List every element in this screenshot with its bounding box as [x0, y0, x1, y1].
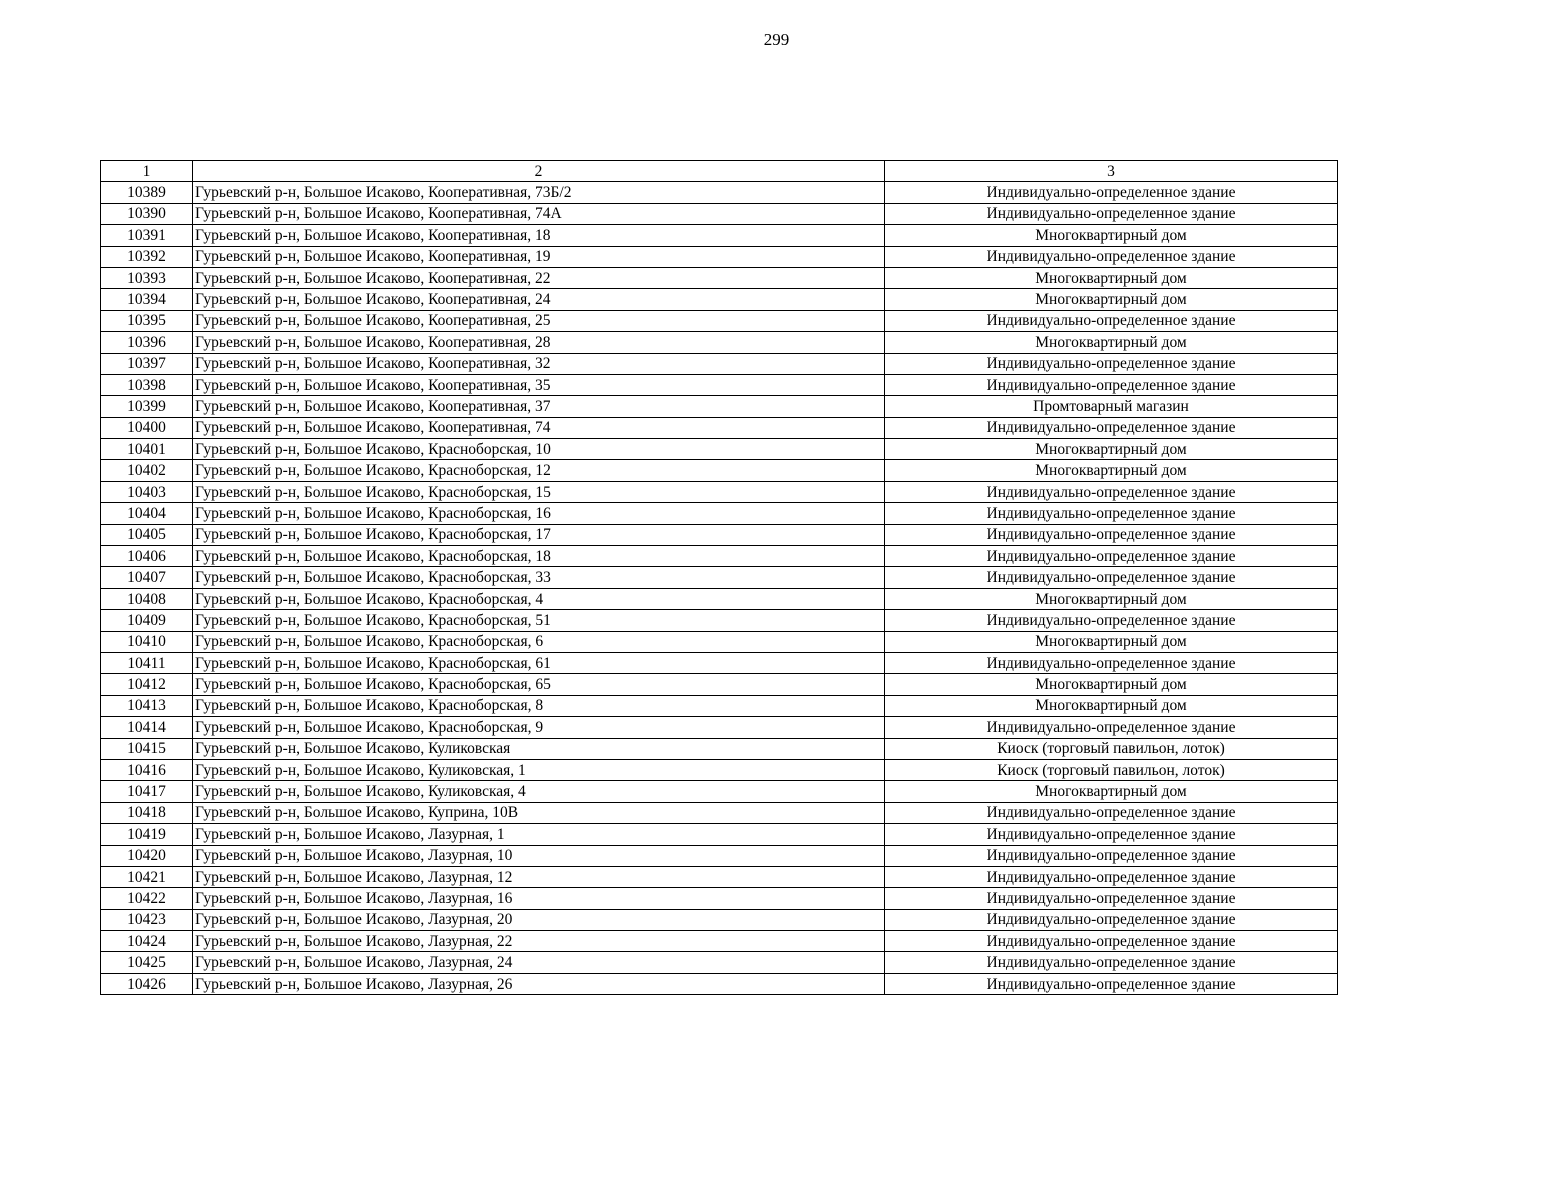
table-row: [101, 652, 1338, 673]
row-address: Гурьевский р-н, Большое Исаково, Куликовская: [193, 738, 885, 759]
table-row: [101, 695, 1338, 716]
table-row: [101, 588, 1338, 609]
row-object-type: Многоквартирный дом: [885, 289, 1338, 310]
header-row: [101, 161, 1338, 182]
row-number: 10418: [101, 802, 193, 823]
row-object-type: Индивидуально-определенное здание: [885, 824, 1338, 845]
row-object-type: Индивидуально-определенное здание: [885, 610, 1338, 631]
row-object-type: Индивидуально-определенное здание: [885, 866, 1338, 887]
row-address: Гурьевский р-н, Большое Исаково, Кооперативная, 37: [193, 396, 885, 417]
row-address: Гурьевский р-н, Большое Исаково, Лазурная, 12: [193, 866, 885, 887]
row-number: 10392: [101, 246, 193, 267]
table-row: [101, 353, 1338, 374]
table-row: [101, 631, 1338, 652]
row-number: 10425: [101, 952, 193, 973]
table-row: [101, 866, 1338, 887]
row-number: 10415: [101, 738, 193, 759]
table-row: [101, 289, 1338, 310]
row-object-type: Киоск (торговый павильон, лоток): [885, 759, 1338, 780]
row-number: 10420: [101, 845, 193, 866]
header-col-address: 2: [193, 161, 885, 182]
row-address: Гурьевский р-н, Большое Исаково, Лазурная, 24: [193, 952, 885, 973]
row-address: Гурьевский р-н, Большое Исаково, Кооперативная, 24: [193, 289, 885, 310]
table-row: [101, 396, 1338, 417]
row-number: 10406: [101, 546, 193, 567]
table-body: [101, 182, 1338, 995]
row-address: Гурьевский р-н, Большое Исаково, Кооперативная, 32: [193, 353, 885, 374]
row-address: Гурьевский р-н, Большое Исаково, Лазурная, 1: [193, 824, 885, 845]
row-number: 10394: [101, 289, 193, 310]
row-object-type: Многоквартирный дом: [885, 439, 1338, 460]
row-object-type: Многоквартирный дом: [885, 332, 1338, 353]
row-address: Гурьевский р-н, Большое Исаково, Красноборская, 16: [193, 503, 885, 524]
table-row: [101, 225, 1338, 246]
row-number: 10402: [101, 460, 193, 481]
row-object-type: Индивидуально-определенное здание: [885, 909, 1338, 930]
row-address: Гурьевский р-н, Большое Исаково, Красноборская, 17: [193, 524, 885, 545]
row-object-type: Индивидуально-определенное здание: [885, 481, 1338, 502]
table-row: [101, 717, 1338, 738]
row-object-type: Многоквартирный дом: [885, 674, 1338, 695]
row-number: 10426: [101, 973, 193, 994]
row-address: Гурьевский р-н, Большое Исаково, Красноборская, 15: [193, 481, 885, 502]
row-number: 10400: [101, 417, 193, 438]
row-object-type: Индивидуально-определенное здание: [885, 717, 1338, 738]
table-row: [101, 567, 1338, 588]
row-number: 10410: [101, 631, 193, 652]
row-address: Гурьевский р-н, Большое Исаково, Кооперативная, 74А: [193, 203, 885, 224]
page-number: 299: [763, 30, 790, 49]
row-number: 10396: [101, 332, 193, 353]
table-row: [101, 845, 1338, 866]
row-address: Гурьевский р-н, Большое Исаково, Лазурная, 22: [193, 931, 885, 952]
row-number: 10395: [101, 310, 193, 331]
row-object-type: Индивидуально-определенное здание: [885, 503, 1338, 524]
row-address: Гурьевский р-н, Большое Исаково, Красноборская, 6: [193, 631, 885, 652]
row-object-type: Киоск (торговый павильон, лоток): [885, 738, 1338, 759]
table-row: [101, 738, 1338, 759]
row-number: 10403: [101, 481, 193, 502]
row-object-type: Индивидуально-определенное здание: [885, 353, 1338, 374]
table-row: [101, 759, 1338, 780]
row-address: Гурьевский р-н, Большое Исаково, Куликовская, 1: [193, 759, 885, 780]
table-row: [101, 524, 1338, 545]
row-object-type: Индивидуально-определенное здание: [885, 182, 1338, 203]
row-address: Гурьевский р-н, Большое Исаково, Красноборская, 18: [193, 546, 885, 567]
row-address: Гурьевский р-н, Большое Исаково, Кооперативная, 35: [193, 374, 885, 395]
row-object-type: Индивидуально-определенное здание: [885, 310, 1338, 331]
row-address: Гурьевский р-н, Большое Исаково, Красноборская, 8: [193, 695, 885, 716]
table-header: [101, 161, 1338, 182]
row-number: 10390: [101, 203, 193, 224]
row-address: Гурьевский р-н, Большое Исаково, Куприна, 10В: [193, 802, 885, 823]
row-address: Гурьевский р-н, Большое Исаково, Куликовская, 4: [193, 781, 885, 802]
table-row: [101, 931, 1338, 952]
row-number: 10404: [101, 503, 193, 524]
row-object-type: Индивидуально-определенное здание: [885, 203, 1338, 224]
row-number: 10423: [101, 909, 193, 930]
row-number: 10421: [101, 866, 193, 887]
row-object-type: Промтоварный магазин: [885, 396, 1338, 417]
table-row: [101, 952, 1338, 973]
row-address: Гурьевский р-н, Большое Исаково, Кооперативная, 18: [193, 225, 885, 246]
table-row: [101, 460, 1338, 481]
header-col-number: 1: [101, 161, 193, 182]
row-number: 10422: [101, 888, 193, 909]
row-address: Гурьевский р-н, Большое Исаково, Кооперативная, 19: [193, 246, 885, 267]
row-address: Гурьевский р-н, Большое Исаково, Лазурная, 20: [193, 909, 885, 930]
row-object-type: Индивидуально-определенное здание: [885, 524, 1338, 545]
row-number: 10399: [101, 396, 193, 417]
row-object-type: Индивидуально-определенное здание: [885, 417, 1338, 438]
row-address: Гурьевский р-н, Большое Исаково, Кооперативная, 74: [193, 417, 885, 438]
row-number: 10391: [101, 225, 193, 246]
row-object-type: Индивидуально-определенное здание: [885, 567, 1338, 588]
row-number: 10412: [101, 674, 193, 695]
row-object-type: Многоквартирный дом: [885, 781, 1338, 802]
table-row: [101, 503, 1338, 524]
row-address: Гурьевский р-н, Большое Исаково, Красноборская, 12: [193, 460, 885, 481]
row-object-type: Многоквартирный дом: [885, 588, 1338, 609]
row-address: Гурьевский р-н, Большое Исаково, Красноборская, 33: [193, 567, 885, 588]
row-number: 10408: [101, 588, 193, 609]
row-address: Гурьевский р-н, Большое Исаково, Кооперативная, 22: [193, 267, 885, 288]
row-address: Гурьевский р-н, Большое Исаково, Кооперативная, 25: [193, 310, 885, 331]
row-address: Гурьевский р-н, Большое Исаково, Красноборская, 9: [193, 717, 885, 738]
row-number: 10417: [101, 781, 193, 802]
table-row: [101, 481, 1338, 502]
table-row: [101, 332, 1338, 353]
row-number: 10407: [101, 567, 193, 588]
row-object-type: Многоквартирный дом: [885, 225, 1338, 246]
row-object-type: Многоквартирный дом: [885, 631, 1338, 652]
row-object-type: Многоквартирный дом: [885, 695, 1338, 716]
table-row: [101, 267, 1338, 288]
row-object-type: Индивидуально-определенное здание: [885, 888, 1338, 909]
row-address: Гурьевский р-н, Большое Исаково, Кооперативная, 73Б/2: [193, 182, 885, 203]
table-row: [101, 417, 1338, 438]
header-col-type: 3: [885, 161, 1338, 182]
row-address: Гурьевский р-н, Большое Исаково, Красноборская, 65: [193, 674, 885, 695]
row-object-type: Индивидуально-определенное здание: [885, 546, 1338, 567]
table-row: [101, 203, 1338, 224]
row-object-type: Индивидуально-определенное здание: [885, 246, 1338, 267]
row-number: 10401: [101, 439, 193, 460]
row-number: 10416: [101, 759, 193, 780]
table-row: [101, 439, 1338, 460]
table-row: [101, 781, 1338, 802]
table-row: [101, 909, 1338, 930]
row-object-type: Индивидуально-определенное здание: [885, 802, 1338, 823]
row-address: Гурьевский р-н, Большое Исаково, Красноборская, 10: [193, 439, 885, 460]
row-number: 10393: [101, 267, 193, 288]
row-object-type: Индивидуально-определенное здание: [885, 374, 1338, 395]
table-row: [101, 824, 1338, 845]
row-number: 10424: [101, 931, 193, 952]
row-object-type: Многоквартирный дом: [885, 267, 1338, 288]
row-address: Гурьевский р-н, Большое Исаково, Лазурная, 26: [193, 973, 885, 994]
row-object-type: Многоквартирный дом: [885, 460, 1338, 481]
table-row: [101, 182, 1338, 203]
table-row: [101, 246, 1338, 267]
row-number: 10414: [101, 717, 193, 738]
table-row: [101, 973, 1338, 994]
row-number: 10411: [101, 652, 193, 673]
table-row: [101, 610, 1338, 631]
table-row: [101, 888, 1338, 909]
table-row: [101, 374, 1338, 395]
row-object-type: Индивидуально-определенное здание: [885, 931, 1338, 952]
registry-table: [100, 160, 1338, 995]
row-address: Гурьевский р-н, Большое Исаково, Красноборская, 4: [193, 588, 885, 609]
row-number: 10397: [101, 353, 193, 374]
row-address: Гурьевский р-н, Большое Исаково, Лазурная, 16: [193, 888, 885, 909]
row-address: Гурьевский р-н, Большое Исаково, Красноборская, 61: [193, 652, 885, 673]
row-number: 10409: [101, 610, 193, 631]
table-row: [101, 546, 1338, 567]
row-number: 10419: [101, 824, 193, 845]
table-row: [101, 310, 1338, 331]
row-object-type: Индивидуально-определенное здание: [885, 845, 1338, 866]
row-address: Гурьевский р-н, Большое Исаково, Красноборская, 51: [193, 610, 885, 631]
row-object-type: Индивидуально-определенное здание: [885, 973, 1338, 994]
table-row: [101, 674, 1338, 695]
table-row: [101, 802, 1338, 823]
row-object-type: Индивидуально-определенное здание: [885, 652, 1338, 673]
row-address: Гурьевский р-н, Большое Исаково, Лазурная, 10: [193, 845, 885, 866]
row-number: 10413: [101, 695, 193, 716]
row-number: 10405: [101, 524, 193, 545]
row-address: Гурьевский р-н, Большое Исаково, Кооперативная, 28: [193, 332, 885, 353]
row-object-type: Индивидуально-определенное здание: [885, 952, 1338, 973]
row-number: 10398: [101, 374, 193, 395]
row-number: 10389: [101, 182, 193, 203]
